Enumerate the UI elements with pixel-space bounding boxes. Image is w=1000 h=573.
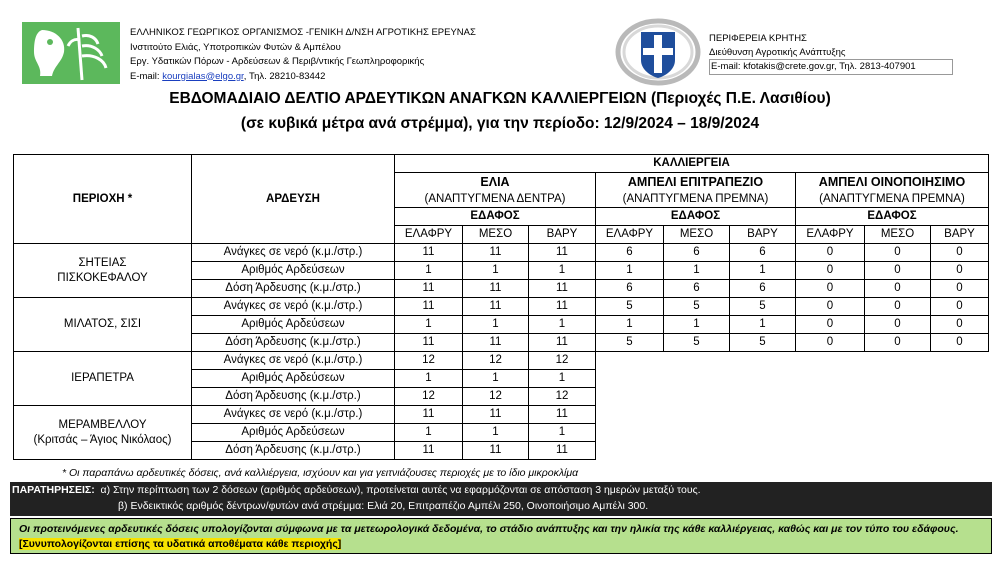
row-label: Δόση Άρδευσης (κ.μ./στρ.) [192,388,395,406]
observation-b: β) Ενδεικτικός αριθμός δέντρων/φυτών ανά στρέμμα: Ελιά 20, Επιτραπέζιο Αμπέλι 250, Οινοποιήσιμο Αμπέλι 300. [118,500,649,512]
value-cell: 0 [796,316,865,334]
soil-type-light: ΕΛΑΦΡΥ [596,226,664,244]
col-header-region: ΠΕΡΙΟΧΗ * [14,155,192,244]
soil-type-heavy: ΒΑΡΥ [730,226,796,244]
row-label: Αριθμός Αρδεύσεων [192,316,395,334]
value-cell: 1 [395,316,463,334]
value-cell: 1 [395,262,463,280]
value-cell: 6 [596,244,664,262]
crop-name: ΑΜΠΕΛΙ ΕΠΙΤΡΑΠΕΖΙΟ [627,174,764,189]
value-cell: 11 [395,442,463,460]
value-cell: 1 [529,370,596,388]
value-cell: 0 [931,298,989,316]
value-cell: 11 [463,280,529,298]
region-name-line2: ΠΙΣΚΟΚΕΦΑΛΟΥ [57,271,148,284]
value-cell: 11 [463,244,529,262]
soil-label: ΕΔΑΦΟΣ [395,208,596,226]
value-cell: 1 [529,316,596,334]
elgo-logo-icon [22,22,120,84]
value-cell: 1 [463,424,529,442]
region-cell [14,406,192,460]
value-cell: 1 [596,262,664,280]
value-cell: 5 [664,298,730,316]
value-cell: 1 [596,316,664,334]
observation-a-line [12,484,701,496]
value-cell: 0 [796,262,865,280]
row-label: Δόση Άρδευσης (κ.μ./στρ.) [192,442,395,460]
value-cell: 0 [865,334,931,352]
crop-sub: (ΑΝΑΠΤΥΓΜΕΝΑ ΠΡΕΜΝΑ) [622,192,769,205]
header-right-block [709,32,953,75]
institute-name: Ινστιτούτο Ελιάς, Υποτροπικών Φυτών & Αμπέλου [130,41,341,53]
observation-a: α) Στην περίπτωση των 2 δόσεων (αριθμός αρδεύσεων), προτείνεται αυτές να εφαρμόζονται σε απόσταση 3 ημερών μεταξύ τους. [100,484,701,496]
crop-name: ΑΜΠΕΛΙ ΟΙΝΟΠΟΙΗΣΙΜΟ [818,174,966,189]
value-cell: 11 [395,334,463,352]
region-name-line1: ΙΕΡΑΠΕΤΡΑ [71,372,134,384]
value-cell: 0 [931,244,989,262]
crop-sub: (ΑΝΑΠΤΥΓΜΕΝΑ ΠΡΕΜΝΑ) [819,192,965,205]
soil-type-heavy: ΒΑΡΥ [529,226,596,244]
phone-text: , Τηλ. 28210-83442 [243,70,326,82]
value-cell: 0 [796,334,865,352]
table-row [14,352,989,370]
value-cell: 0 [931,334,989,352]
crop-header-wine-grape [796,173,989,208]
region-cell [14,298,192,352]
row-label: Αριθμός Αρδεύσεων [192,370,395,388]
col-header-irrigation: ΑΡΔΕΥΣΗ [192,155,395,244]
value-cell: 5 [664,334,730,352]
value-cell: 1 [529,262,596,280]
value-cell: 11 [395,298,463,316]
footer-text: Οι προτεινόμενες αρδευτικές δόσεις υπολογίζονται σύμφωνα με τα μετεωρολογικά δεδομένα, το στάδιο ανάπτυξης και την ηλικία της κάθε καλλιέργειας, καθώς και με τον τύπο του εδάφους. [19,523,959,535]
observations-label: ΠΑΡΑΤΗΡΗΣΕΙΣ: [12,484,95,496]
value-cell: 5 [596,298,664,316]
soil-type-light: ΕΛΑΦΡΥ [395,226,463,244]
value-cell: 1 [664,316,730,334]
value-cell: 11 [395,406,463,424]
value-cell: 0 [865,244,931,262]
value-cell: 1 [730,316,796,334]
value-cell: 1 [664,262,730,280]
crop-sub: (ΑΝΑΠΤΥΓΜΕΝΑ ΔΕΝΤΡΑ) [424,192,566,205]
soil-label: ΕΔΑΦΟΣ [596,208,796,226]
value-cell: 12 [395,388,463,406]
region-name: ΠΕΡΙΦΕΡΕΙΑ ΚΡΗΤΗΣ [709,33,807,44]
value-cell: 11 [463,334,529,352]
value-cell: 5 [596,334,664,352]
directorate-name: Διεύθυνση Αγροτικής Ανάπτυξης [709,46,846,58]
org-name: ΕΛΛΗΝΙΚΟΣ ΓΕΩΡΓΙΚΟΣ ΟΡΓΑΝΙΣΜΟΣ -ΓΕΝΙΚΗ Δ/ΝΣΗ ΑΓΡΟΤΙΚΗΣ ΕΡΕΥΝΑΣ [130,27,476,38]
row-label: Αριθμός Αρδεύσεων [192,424,395,442]
region-contact: E-mail: kfotakis@crete.gov.gr, Τηλ. 2813-407901 [709,59,953,75]
soil-type-light: ΕΛΑΦΡΥ [796,226,865,244]
value-cell: 11 [529,334,596,352]
row-label: Δόση Άρδευσης (κ.μ./στρ.) [192,334,395,352]
header-left-block [130,26,476,84]
value-cell: 12 [529,388,596,406]
value-cell: 11 [463,298,529,316]
value-cell: 0 [796,280,865,298]
soil-type-medium: ΜΕΣΟ [865,226,931,244]
value-cell: 5 [730,298,796,316]
value-cell: 0 [931,316,989,334]
soil-type-medium: ΜΕΣΟ [463,226,529,244]
value-cell: 1 [730,262,796,280]
value-cell: 0 [796,244,865,262]
region-cell [14,244,192,298]
footer-highlight: [Συνυπολογίζονται επίσης τα υδατικά αποθέματα κάθε περιοχής] [19,538,342,550]
value-cell: 0 [865,298,931,316]
value-cell: 6 [730,280,796,298]
value-cell: 11 [395,244,463,262]
region-name-line1: ΣΗΤΕΙΑΣ [78,256,127,269]
row-label: Ανάγκες σε νερό (κ.μ./στρ.) [192,298,395,316]
row-label: Αριθμός Αρδεύσεων [192,262,395,280]
value-cell: 6 [664,280,730,298]
greek-crest-icon [615,18,701,86]
value-cell: 5 [730,334,796,352]
soil-label: ΕΔΑΦΟΣ [796,208,989,226]
page-subtitle: (σε κυβικά μέτρα ανά στρέμμα), για την περίοδο: 12/9/2024 – 18/9/2024 [240,115,760,132]
footnote: * Οι παραπάνω αρδευτικές δόσεις, ανά καλλιέργεια, ισχύουν και για γειτνιάζουσες περιοχές με το ίδιο μικροκλίμα [62,467,579,479]
table-row [14,298,989,316]
email-label: E-mail: [130,70,163,82]
value-cell: 12 [463,352,529,370]
value-cell: 11 [463,442,529,460]
value-cell: 1 [463,262,529,280]
value-cell: 1 [395,424,463,442]
value-cell: 0 [931,262,989,280]
observations-box [10,482,992,516]
region-name-line1: ΜΕΡΑΜΒΕΛΛΟΥ [58,418,147,431]
table-row [14,244,989,262]
value-cell: 6 [596,280,664,298]
value-cell: 0 [931,280,989,298]
value-cell: 0 [865,316,931,334]
value-cell: 12 [463,388,529,406]
value-cell: 11 [529,280,596,298]
value-cell: 6 [730,244,796,262]
row-label: Ανάγκες σε νερό (κ.μ./στρ.) [192,244,395,262]
value-cell: 11 [395,280,463,298]
value-cell: 1 [463,316,529,334]
value-cell: 11 [529,244,596,262]
soil-type-heavy: ΒΑΡΥ [931,226,989,244]
value-cell: 11 [529,442,596,460]
row-label: Ανάγκες σε νερό (κ.μ./στρ.) [192,352,395,370]
value-cell: 1 [463,370,529,388]
lab-name: Εργ. Υδατικών Πόρων - Αρδεύσεων & Περιβ/ντικής Γεωπληροφορικής [130,56,425,67]
value-cell: 12 [529,352,596,370]
row-label: Ανάγκες σε νερό (κ.μ./στρ.) [192,406,395,424]
value-cell: 6 [664,244,730,262]
value-cell: 1 [395,370,463,388]
crop-name: ΕΛΙΑ [480,174,510,189]
soil-type-medium: ΜΕΣΟ [664,226,730,244]
value-cell: 11 [529,406,596,424]
page-title: ΕΒΔΟΜΑΔΙΑΙΟ ΔΕΛΤΙΟ ΑΡΔΕΥΤΙΚΩΝ ΑΝΑΓΚΩΝ ΚΑΛΛΙΕΡΓΕΙΩΝ (Περιοχές Π.Ε. Λασιθίου) [169,90,831,107]
empty-area [596,352,989,460]
irrigation-table [13,154,989,460]
crop-header-olive [395,173,596,208]
value-cell: 0 [865,280,931,298]
region-cell [14,352,192,406]
value-cell: 12 [395,352,463,370]
region-name-line1: ΜΙΛΑΤΟΣ, ΣΙΣΙ [63,318,142,330]
crops-header: ΚΑΛΛΙΕΡΓΕΙΑ [395,155,989,173]
value-cell: 1 [529,424,596,442]
email-link[interactable]: kourgialas@elgo.gr [162,70,244,82]
value-cell: 11 [529,298,596,316]
region-name-line2: (Κριτσάς – Άγιος Νικόλαος) [33,433,172,446]
contact-line [130,70,476,85]
crop-header-table-grape [596,173,796,208]
footer-note [10,518,992,554]
value-cell: 0 [796,298,865,316]
row-label: Δόση Άρδευσης (κ.μ./στρ.) [192,280,395,298]
value-cell: 11 [463,406,529,424]
value-cell: 0 [865,262,931,280]
